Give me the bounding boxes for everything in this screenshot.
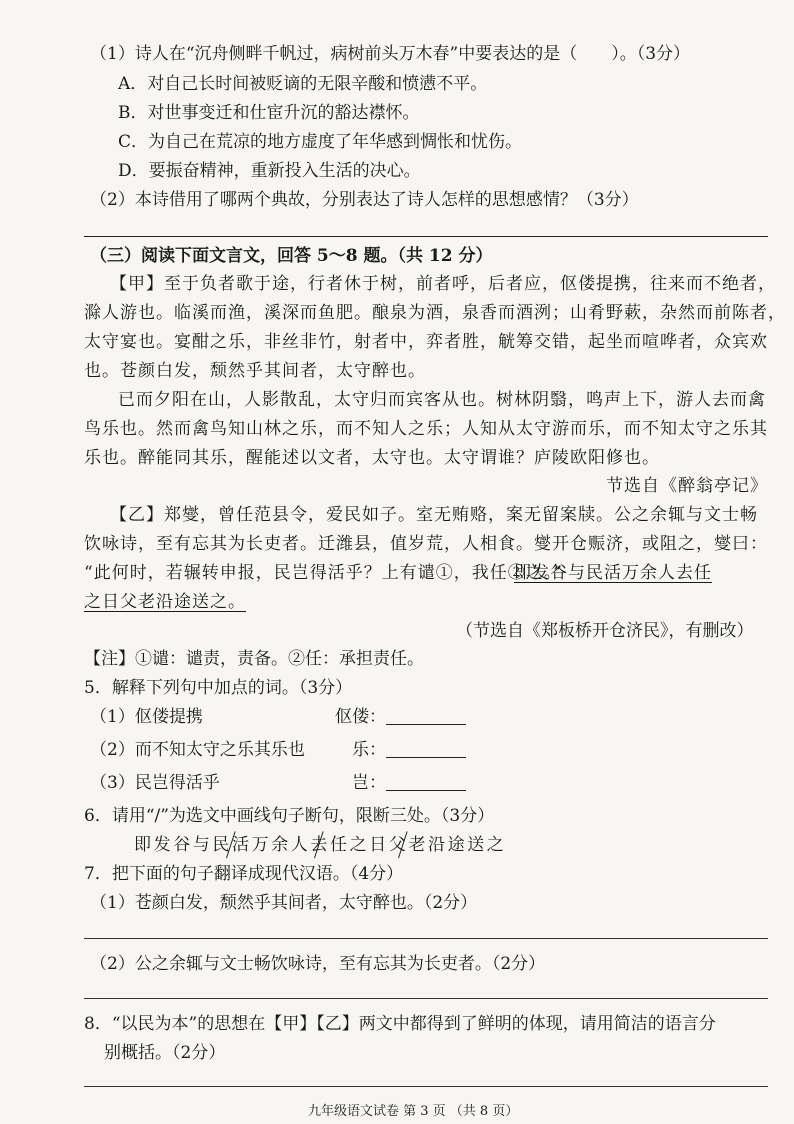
passage-a-line: 已而夕阳在山，人影散乱，太守归而宾客从也。树林阴翳，鸣声上下，游人去而禽 [118,390,766,410]
q5-label-1: 伛偻： [335,707,386,727]
q7-item-1: （1）苍颜白发，颓然乎其间者，太守醉也。（2分） [90,893,478,913]
q6-sentence: 即发谷与民活万余人去任之日父老沿途送之 [134,835,507,855]
question-7-title: 7．把下面的句子翻译成现代汉语。（4分） [84,864,404,884]
answer-line[interactable] [84,1086,768,1087]
question-8-line1: 8．“以民为本”的思想在【甲】【乙】两文中都得到了鲜明的体现，请用简洁的语言分 [84,1014,716,1034]
passage-a-line: 乐也。醉能同其乐，醒能述以文者，太守也。太守谓谁？庐陵欧阳修也。 [84,448,660,468]
passage-a-line: 也。苍颜白发，颓然乎其间者，太守醉也。 [84,361,426,381]
answer-blank[interactable] [386,757,466,758]
answer-line [84,236,768,237]
passage-a-line: 太守宴也。宴酣之乐，非丝非竹，射者中，弈者胜，觥筹交错，起坐而喧哗者，众宾欢 [84,332,768,352]
page-footer: 九年级语文试卷 第 3 页 （共 8 页） [308,1104,519,1119]
option-d: D．要振奋精神，重新投入生活的决心。 [118,161,421,181]
underlined-sentence-part1: 即发谷与民活万余人去任 [514,563,712,583]
question-5-title: 5．解释下列句中加点的词。（3分） [84,678,353,698]
q5-item-1: （1）伛偻提携 [90,707,203,727]
passage-a-line: 鸟乐也。然而禽鸟知山林之乐，而不知人之乐；人知从太守游而乐，而不知太守之乐其 [84,419,768,439]
q7-item-2: （2）公之余辄与文士畅饮咏诗，至有忘其为长吏者。（2分） [90,954,546,974]
answer-line[interactable] [84,938,768,939]
passage-a-line: 【甲】至于负者歌于途，行者休于树，前者呼，后者应，伛偻提携，往来而不绝者， [110,274,776,294]
underlined-sentence-part2: 之日父老沿途送之。 [84,592,246,612]
passage-b-line: “此何时，若辗转申报，民岂得活乎？上有谴①，我任②之。” [84,563,563,583]
q5-item-2: （2）而不知太守之乐其乐也 [90,740,305,760]
question-1: （1）诗人在“沉舟侧畔千帆过，病树前头万木春”中要表达的是（ ）。（3分） [90,44,691,64]
annotation-note: 【注】①谴：谴责，责备。②任：承担责任。 [84,649,424,669]
source-a: 节选自《醉翁亭记》 [606,476,768,496]
answer-blank[interactable] [386,790,466,791]
answer-blank[interactable] [386,724,466,725]
passage-b-line: 饮咏诗，至有忘其为长吏者。迁潍县，值岁荒，人相食。燮开仓赈济，或阻之，燮曰： [84,534,768,554]
passage-a-line: 滁人游也。临溪而渔，溪深而鱼肥。酿泉为酒，泉香而酒洌；山肴野蔌，杂然而前陈者， [84,303,786,323]
question-6-title: 6．请用“/”为选文中画线句子断句，限断三处。（3分） [84,806,495,826]
answer-line[interactable] [84,998,768,999]
option-b: B．对世事变迁和仕宦升沉的豁达襟怀。 [118,103,420,123]
source-b: （节选自《郑板桥开仓济民》，有删改） [456,621,754,641]
passage-b-line: 【乙】郑燮，曾任范县令，爱民如子。室无贿赂，案无留案牍。公之余辄与文士畅 [110,505,758,525]
q5-label-3: 岂： [352,773,386,793]
option-c: C．为自己在荒凉的地方虚度了年华感到惆怅和忧伤。 [118,132,523,152]
section-three-heading: （三）阅读下面文言文，回答 5～8 题。（共 12 分） [90,246,493,266]
question-2: （2）本诗借用了哪两个典故，分别表达了诗人怎样的思想感情？（3分） [90,190,639,210]
option-a: A．对自己长时间被贬谪的无限辛酸和愤懑不平。 [118,74,488,94]
q5-item-3: （3）民岂得活乎 [90,773,220,793]
q5-label-2: 乐： [352,740,386,760]
question-8-line2: 别概括。（2分） [104,1043,226,1063]
